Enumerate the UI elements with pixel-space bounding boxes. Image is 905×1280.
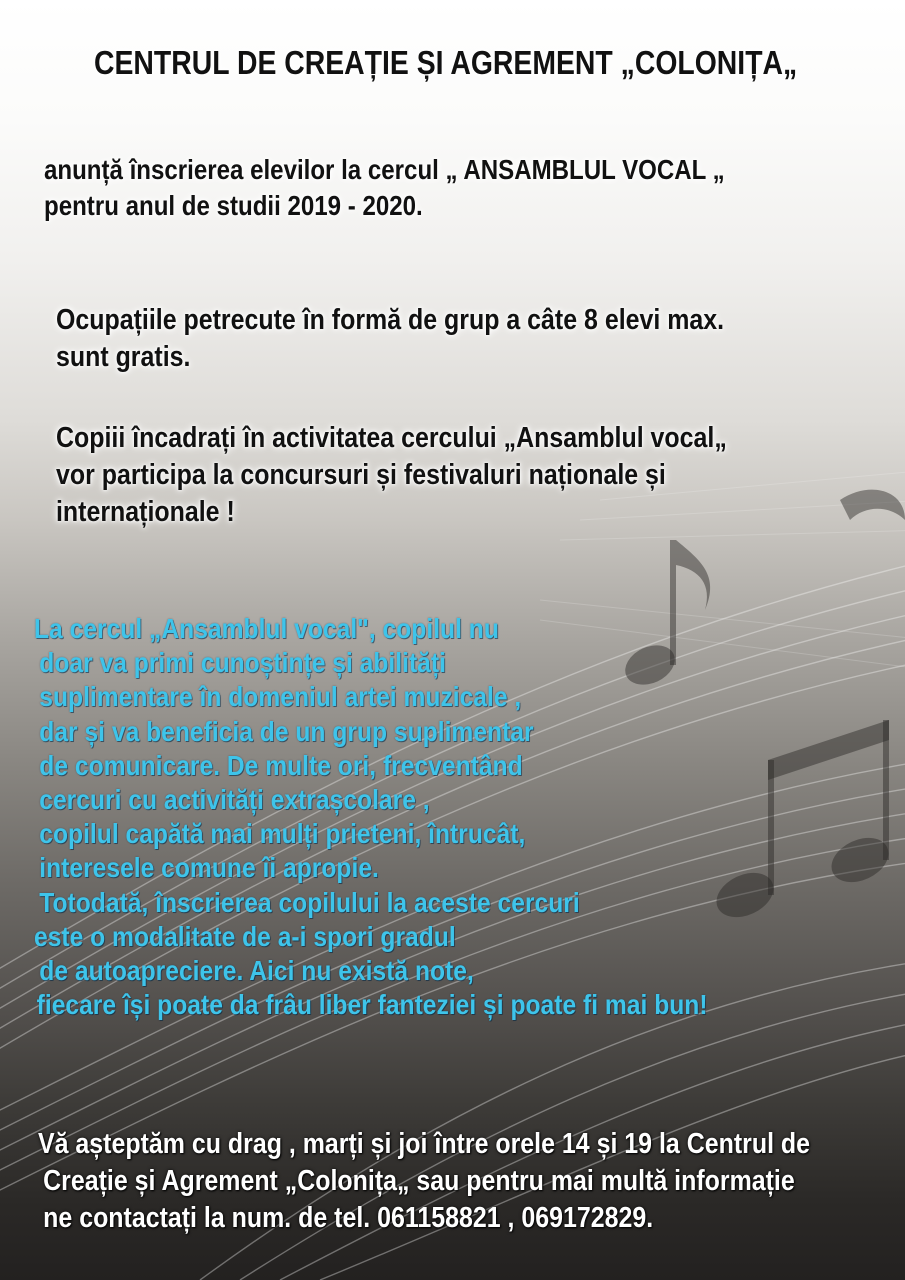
announcement-line: pentru anul de studii 2019 - 2020. [44,190,423,221]
description-line: copilul capătă mai mulți prieteni, întrucât, [39,818,526,850]
description-block [34,612,708,1022]
paragraph-line: internaționale ! [56,496,235,528]
description-line: suplimentare în domeniul artei muzicale , [39,681,522,713]
description-line: cercuri cu activități extrașcolare , [39,784,430,816]
description-line: interesele comune îi apropie. [39,852,379,884]
description-line: La cercul „Ansamblul vocal", copilul nu [34,613,499,644]
description-line: Totodată, înscrierea copilului la aceste cercuri [39,886,580,918]
description-line: este o modalitate de a-i spori gradul [34,920,456,952]
description-line: de comunicare. De multe ori, frecventând [39,749,523,781]
description-line: doar va primi cunoștințe și abilități [39,647,446,679]
competitions-paragraph [56,420,727,531]
footer-line: ne contactați la num. de tel. 061158821 , 069172829. [43,1202,654,1234]
page-title: CENTRUL DE CREAȚIE ȘI AGREMENT „COLONIȚA„ [94,44,798,81]
description-line: fiecare își poate da frâu liber fanteziei și poate fi mai bun! [36,989,708,1021]
paragraph-line: Copiii încadrați în activitatea cercului „Ansamblul vocal„ [56,422,727,454]
footer-line: Vă așteptăm cu drag , marți și joi între orele 14 și 19 la Centrul de [38,1128,811,1160]
description-line: de autoapreciere. Aici nu există note, [39,955,474,987]
free-classes-paragraph [56,302,724,376]
paragraph-line: vor participa la concursuri și festivaluri naționale și [56,459,666,491]
announcement-text [44,152,725,224]
paragraph-line: sunt gratis. [56,341,191,373]
description-line: dar și va beneficia de un grup suplimentar [39,715,534,747]
announcement-line: anunță înscrierea elevilor la cercul „ ANSAMBLUL VOCAL „ [44,154,725,185]
contact-footer [38,1126,810,1237]
footer-line: Creație și Agrement „Colonița„ sau pentru mai multă informație [43,1165,795,1197]
paragraph-line: Ocupațiile petrecute în formă de grup a câte 8 elevi max. [56,304,725,336]
